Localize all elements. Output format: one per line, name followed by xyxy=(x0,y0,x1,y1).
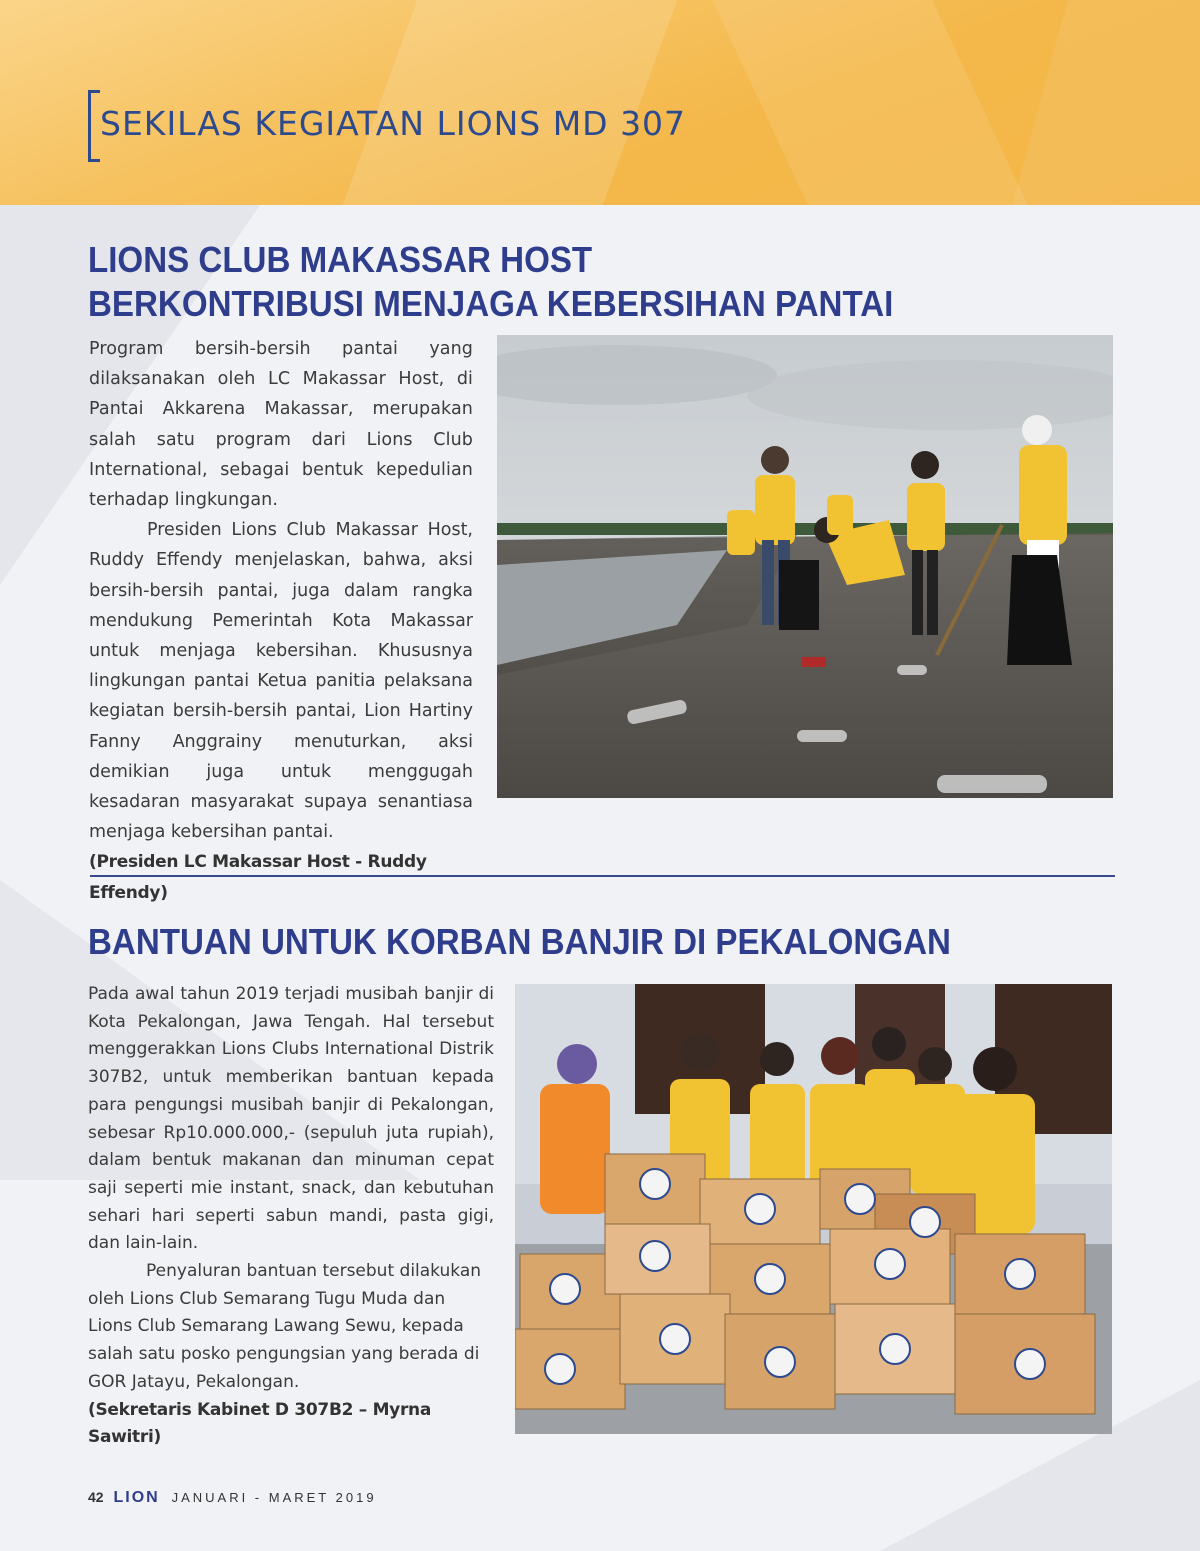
article1-headline-line1: LIONS CLUB MAKASSAR HOST xyxy=(88,239,593,280)
article1-body xyxy=(89,334,473,908)
magazine-name: LION xyxy=(113,1489,160,1506)
article1-paragraph1: Program bersih-bersih pantai yang dilaksanakan oleh LC Makassar Host, di Pantai Akkarena Makassar, merupakan salah satu program dari Lions Club International, sebagai bentuk kepedulian terhadap lingkungan. xyxy=(89,339,473,511)
section-title: SEKILAS KEGIATAN LIONS MD 307 xyxy=(100,104,687,143)
page-footer xyxy=(88,1489,377,1507)
section-bracket xyxy=(88,90,100,162)
header-band xyxy=(0,0,1200,205)
page-number: 42 xyxy=(88,1489,104,1505)
article1-paragraph2: Presiden Lions Club Makassar Host, Ruddy Effendy menjelaskan, bahwa, aksi bersih-bersih pantai, juga dalam rangka mendukung Pemerintah Kota Makassar untuk menjaga kebersihan. Khususnya lingkungan pantai Ketua panitia pelaksana kegiatan bersih-bersih pantai, Lion Hartiny Fanny Anggrainy menuturkan, aksi demikian juga untuk menggugah kesadaran masyarakat supaya senantiasa menjaga kebersihan pantai. xyxy=(89,520,473,843)
beach-cleanup-photo xyxy=(497,335,1113,798)
article1-credit: (Presiden LC Makassar Host - Ruddy Effendy) xyxy=(89,852,427,903)
article1-headline-line2: BERKONTRIBUSI MENJAGA KEBERSIHAN PANTAI xyxy=(88,283,894,324)
article2-credit: (Sekretaris Kabinet D 307B2 – Myrna Sawitri) xyxy=(88,1399,432,1448)
flood-relief-photo xyxy=(515,984,1112,1434)
beach-cleanup-illustration xyxy=(497,335,1113,798)
flood-relief-illustration xyxy=(515,984,1112,1434)
article2-body xyxy=(88,981,494,1452)
article2-headline: BANTUAN UNTUK KORBAN BANJIR DI PEKALONGAN xyxy=(88,921,951,962)
article2-paragraph1: Pada awal tahun 2019 terjadi musibah banjir di Kota Pekalongan, Jawa Tengah. Hal tersebut menggerakkan Lions Clubs International Distrik 307B2, untuk memberikan bantuan kepada para pengungsi musibah banjir di Pekalongan, sebesar Rp10.000.000,- (sepuluh juta rupiah), dalam bentuk makanan dan minuman cepat saji seperti mie instant, snack, dan kebutuhan sehari hari seperti sabun mandi, pasta gigi, dan lain-lain. xyxy=(88,984,494,1254)
article2-paragraph2: Penyaluran bantuan tersebut dilakukan oleh Lions Club Semarang Tugu Muda dan Lions Club Semarang Lawang Sewu, kepada salah satu posko pengungsian yang berada di GOR Jatayu, Pekalongan. xyxy=(88,1261,482,1392)
issue-date: JANUARI - MARET 2019 xyxy=(171,1490,377,1505)
section-divider xyxy=(90,875,1115,877)
